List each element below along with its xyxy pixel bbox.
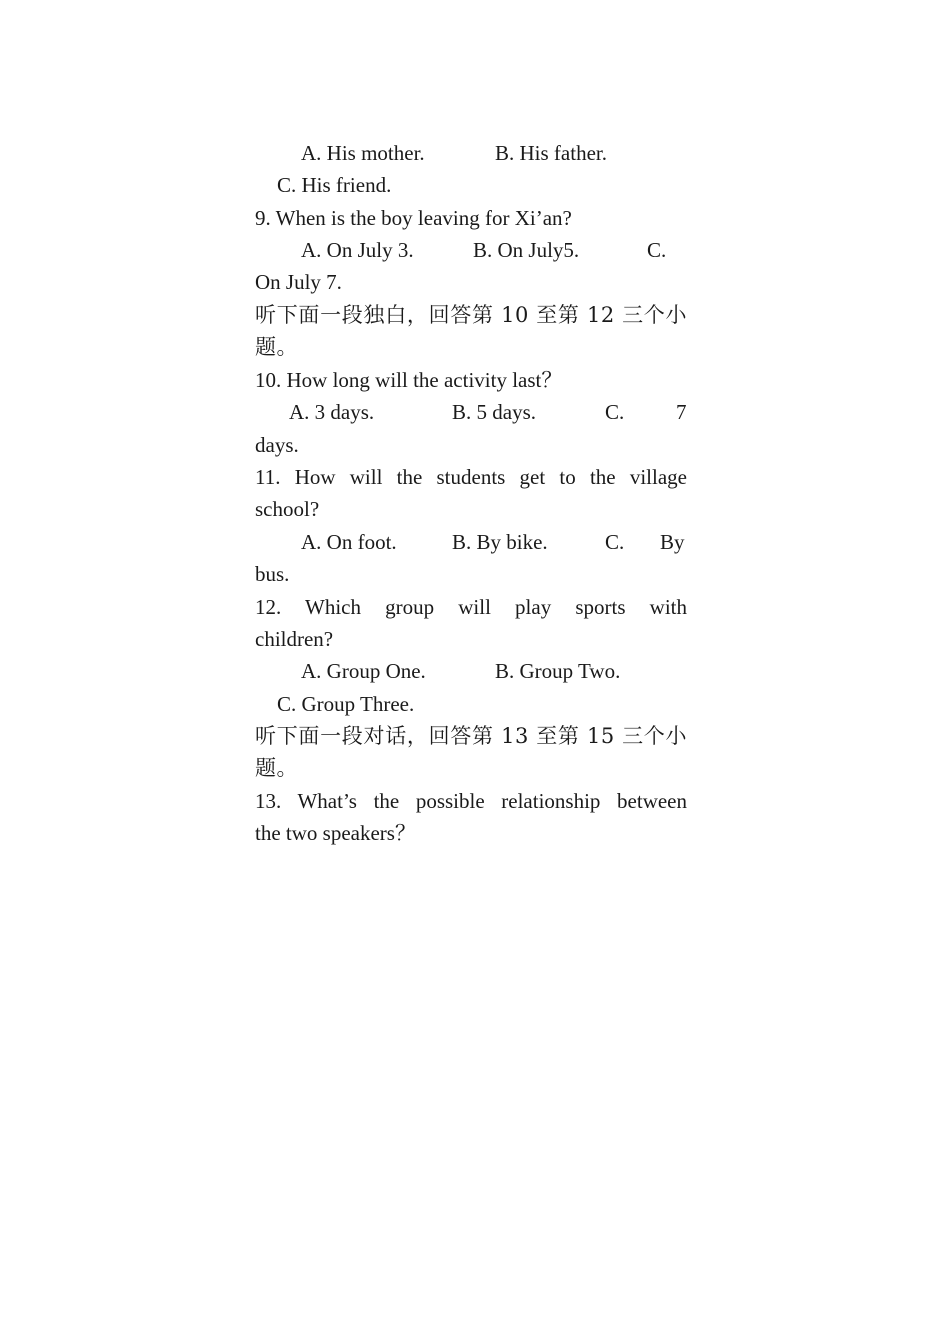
q10-options-row	[255, 396, 687, 428]
q12-option-a: A. Group One.	[301, 659, 426, 683]
q11-option-a: A. On foot.	[301, 530, 397, 554]
q9-option-b: B. On July5.	[473, 238, 580, 262]
q8-options-row-1	[255, 137, 687, 169]
q9-question: 9. When is the boy leaving for Xi’an?	[255, 206, 572, 230]
q11-option-b: B. By bike.	[452, 530, 548, 554]
section-instruction-monologue-cont: 题。	[255, 335, 298, 359]
q12-question-cont: children?	[255, 627, 334, 651]
q9-option-c-text: On July 7.	[255, 270, 342, 294]
q12-option-c-row	[255, 688, 687, 720]
section-instruction-dialogue-cont: 题。	[255, 756, 298, 780]
q9-option-a: A. On July 3.	[301, 238, 414, 262]
q13-question: 13. What’s the possible relationship between	[255, 789, 687, 813]
q11-option-c-word: By	[660, 530, 685, 554]
q12-option-b: B. Group Two.	[495, 659, 621, 683]
q12-option-c: C. Group Three.	[277, 692, 415, 716]
section-instruction-dialogue: 听下面一段对话，回答第 13 至第 15 三个小	[255, 724, 687, 748]
q9-options-row	[255, 234, 687, 266]
q8-option-a: A. His mother.	[301, 141, 425, 165]
q8-option-c: C. His friend.	[277, 173, 392, 197]
q13-question-cont: the two speakers？	[255, 821, 416, 845]
q10-option-b: B. 5 days.	[452, 400, 536, 424]
q10-option-a: A. 3 days.	[289, 400, 375, 424]
q10-option-c-label: C.	[605, 400, 625, 424]
q11-question-cont: school?	[255, 497, 320, 521]
q11-question: 11. How will the students get to the village	[255, 465, 687, 489]
section-instruction-monologue: 听下面一段独白，回答第 10 至第 12 三个小	[255, 303, 687, 327]
q11-option-c-cont: bus.	[255, 562, 290, 586]
q8-option-b: B. His father.	[495, 141, 607, 165]
q11-options-row	[255, 526, 687, 558]
q11-option-c-label: C.	[605, 530, 625, 554]
q10-option-c-number: 7	[676, 400, 687, 424]
q12-question: 12. Which group will play sports with	[255, 595, 687, 619]
q8-options-row-2	[255, 169, 687, 201]
q12-options-row	[255, 655, 687, 687]
q10-question: 10. How long will the activity last？	[255, 368, 563, 392]
q9-option-c-label: C.	[647, 238, 667, 262]
q10-option-c-unit: days.	[255, 433, 299, 457]
